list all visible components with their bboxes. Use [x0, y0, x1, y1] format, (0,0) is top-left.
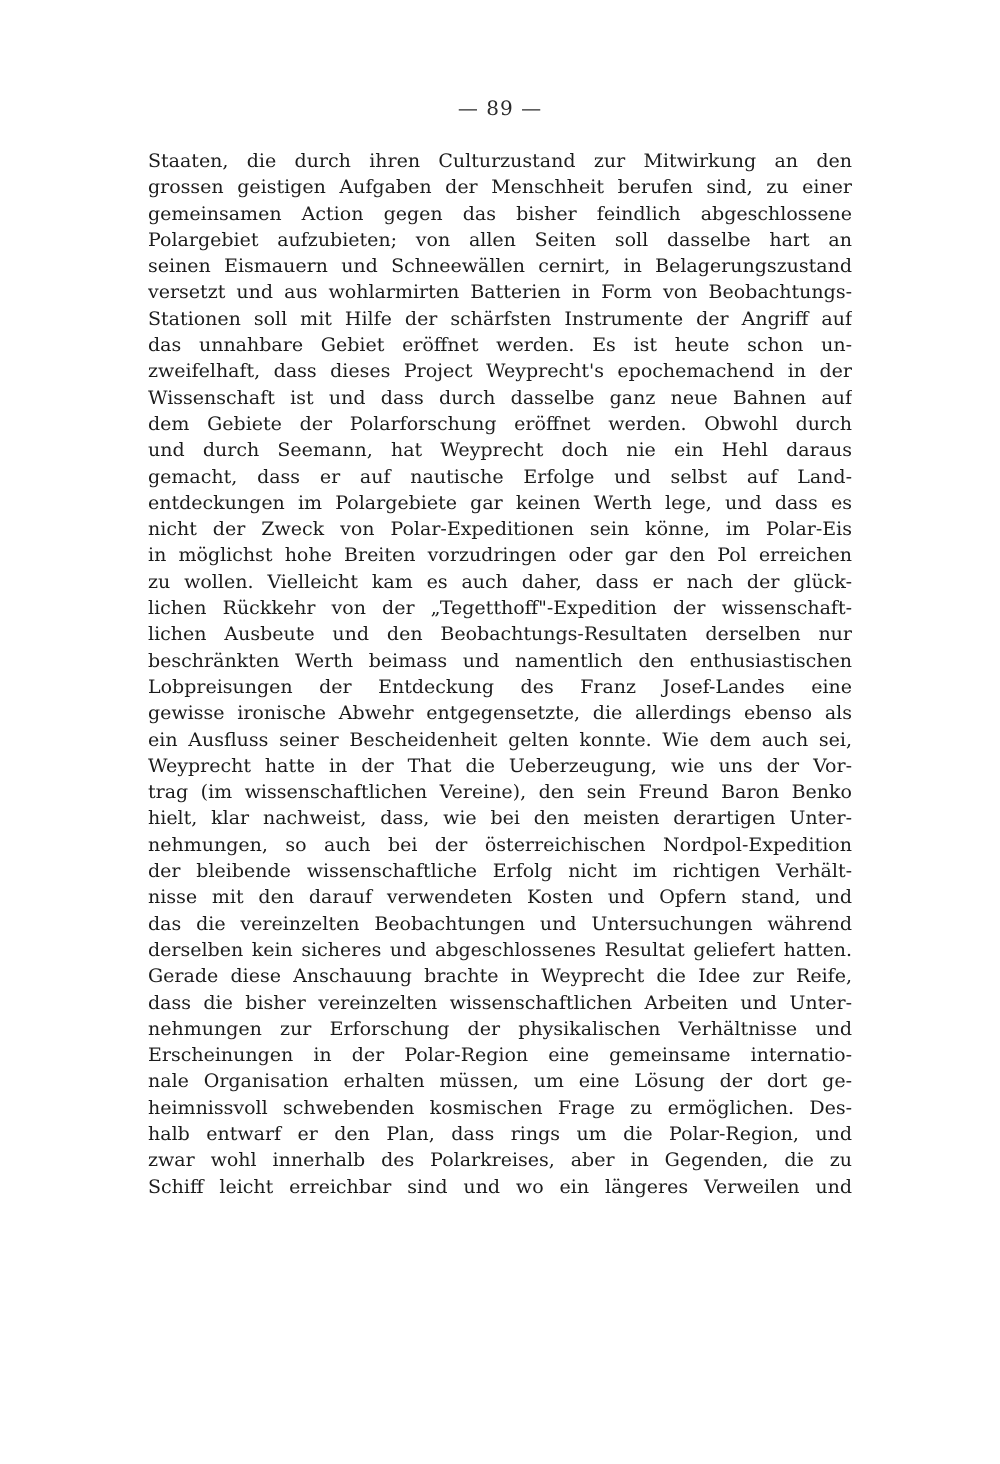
text-line: nisse mit den darauf verwendeten Kosten und Opfern stand, und [148, 886, 852, 909]
text-line: das die vereinzelten Beobachtungen und Untersuchungen während [148, 912, 852, 935]
text-line: nehmungen zur Erforschung der physikalischen Verhältnisse und [148, 1017, 852, 1040]
text-line: Stationen soll mit Hilfe der schärfsten Instrumente der Angriff auf [148, 307, 852, 330]
text-line: nicht der Zweck von Polar-Expeditionen sein könne, im Polar-Eis [148, 518, 852, 541]
text-line: nale Organisation erhalten müssen, um eine Lösung der dort ge- [148, 1070, 852, 1093]
text-line: lichen Rückkehr von der „Tegetthoff"-Expedition der wissenschaft- [148, 597, 852, 620]
text-line: heimnissvoll schwebenden kosmischen Frage zu ermöglichen. Des- [148, 1096, 852, 1119]
text-line: Polargebiet aufzubieten; von allen Seiten soll dasselbe hart an [148, 228, 852, 251]
text-line: entdeckungen im Polargebiete gar keinen Werth lege, und dass es [148, 491, 852, 514]
text-line: gemeinsamen Action gegen das bisher feindlich abgeschlossene [148, 202, 852, 225]
text-line: seinen Eismauern und Schneewällen cernirt, in Belagerungszustand [148, 255, 852, 278]
text-line: Staaten, die durch ihren Culturzustand zur Mitwirkung an den [148, 150, 852, 172]
text-line: beschränkten Werth beimass und namentlich den enthusiastischen [148, 649, 852, 672]
text-line: Gerade diese Anschauung brachte in Weyprecht die Idee zur Reife, [148, 965, 852, 988]
text-line: Erscheinungen in der Polar-Region eine gemeinsame internatio- [148, 1044, 852, 1067]
text-line: ein Ausfluss seiner Bescheidenheit gelten konnte. Wie dem auch sei, [148, 728, 852, 751]
text-line: und durch Seemann, hat Weyprecht doch nie ein Hehl daraus [148, 439, 852, 462]
text-line: gemacht, dass er auf nautische Erfolge und selbst auf Land- [148, 465, 852, 488]
text-line: halb entwarf er den Plan, dass rings um die Polar-Region, und [148, 1122, 852, 1145]
text-line: Schiff leicht erreichbar sind und wo ein längeres Verweilen und [148, 1175, 852, 1198]
text-line: nehmungen, so auch bei der österreichischen Nordpol-Expedition [148, 833, 852, 856]
text-line: das unnahbare Gebiet eröffnet werden. Es ist heute schon un- [148, 334, 852, 357]
text-line: dem Gebiete der Polarforschung eröffnet werden. Obwohl durch [148, 412, 852, 435]
text-line: der bleibende wissenschaftliche Erfolg nicht im richtigen Verhält- [148, 860, 852, 883]
text-line: grossen geistigen Aufgaben der Menschheit berufen sind, zu einer [148, 176, 852, 199]
text-line: versetzt und aus wohlarmirten Batterien in Form von Beobachtungs- [148, 281, 852, 304]
text-line: lichen Ausbeute und den Beobachtungs-Resultaten derselben nur [148, 623, 852, 646]
text-line: hielt, klar nachweist, dass, wie bei den meisten derartigen Unter- [148, 807, 852, 830]
text-line: Lobpreisungen der Entdeckung des Franz Josef-Landes eine [148, 675, 852, 698]
text-line: zwar wohl innerhalb des Polarkreises, aber in Gegenden, die zu [148, 1149, 852, 1172]
body-text [148, 148, 852, 1200]
text-line: gewisse ironische Abwehr entgegensetzte, die allerdings ebenso als [148, 702, 852, 725]
text-line: zu wollen. Vielleicht kam es auch daher, dass er nach der glück- [148, 570, 852, 593]
text-line: derselben kein sicheres und abgeschlossenes Resultat geliefert hatten. [148, 938, 852, 961]
text-line: in möglichst hohe Breiten vorzudringen oder gar den Pol erreichen [148, 544, 852, 567]
page-number: — 89 — [457, 96, 543, 120]
text-line: zweifelhaft, dass dieses Project Weyprecht's epochemachend in der [148, 360, 852, 383]
text-line: Wissenschaft ist und dass durch dasselbe ganz neue Bahnen auf [148, 386, 852, 409]
text-line: dass die bisher vereinzelten wissenschaftlichen Arbeiten und Unter- [148, 991, 852, 1014]
text-line: trag (im wissenschaftlichen Vereine), den sein Freund Baron Benko [148, 781, 852, 804]
text-line: Weyprecht hatte in der That die Ueberzeugung, wie uns der Vor- [148, 754, 852, 777]
